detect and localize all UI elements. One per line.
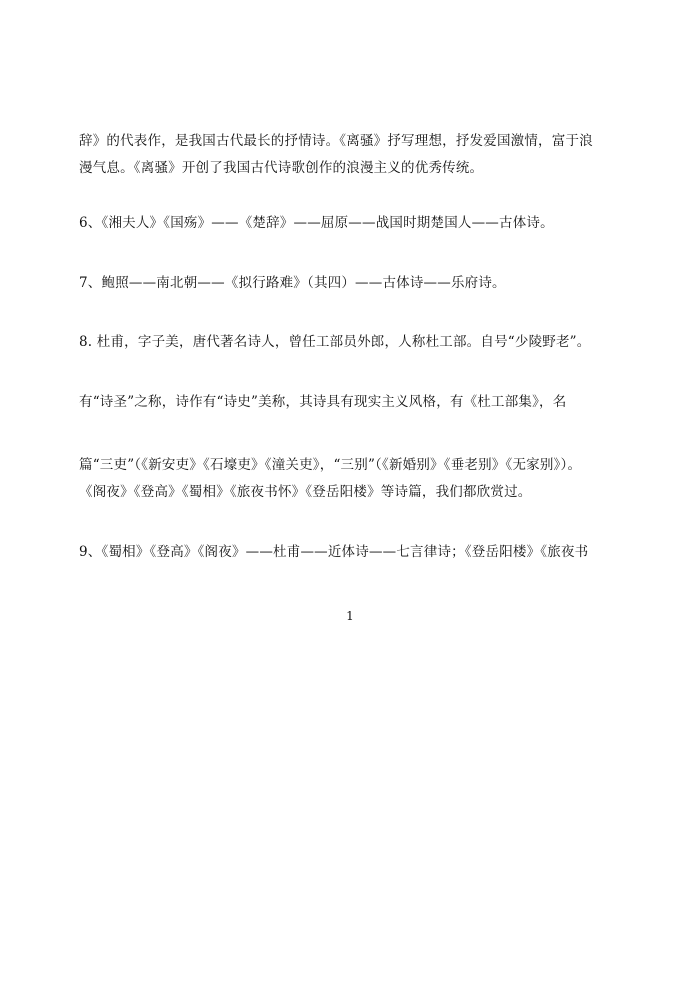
- text-line: 漫气息。《离骚》开创了我国古代诗歌创作的浪漫主义的优秀传统。: [79, 160, 484, 176]
- page-number: 1: [346, 609, 354, 623]
- text-line: 篇“三吏”（《新安吏》《石壕吏》《潼关吏》，“三别”（《新婚别》《垂老别》《无家别》）。: [79, 457, 582, 473]
- text-line: 7、鲍照——南北朝——《拟行路难》（其四）——古体诗——乐府诗。: [79, 275, 506, 291]
- text-line: 9、《蜀相》《登高》《阁夜》——杜甫——近体诗——七言律诗；《登岳阳楼》《旅夜书: [79, 544, 589, 560]
- text-line: 辞》的代表作，是我国古代最长的抒情诗。《离骚》抒写理想，抒发爱国激情，富于浪: [79, 133, 593, 149]
- text-line: 8. 杜甫，字子美，唐代著名诗人，曾任工部员外郎，人称杜工部。自号“少陵野老”。: [79, 334, 591, 350]
- text-line: 有“诗圣”之称，诗作有“诗史”美称，其诗具有现实主义风格，有《杜工部集》，名: [79, 394, 567, 410]
- text-line: 《阁夜》《登高》《蜀相》《旅夜书怀》《登岳阳楼》等诗篇，我们都欣赏过。: [79, 484, 532, 500]
- text-line: 6、《湘夫人》《国殇》——《楚辞》——屈原——战国时期楚国人——古体诗。: [79, 215, 554, 231]
